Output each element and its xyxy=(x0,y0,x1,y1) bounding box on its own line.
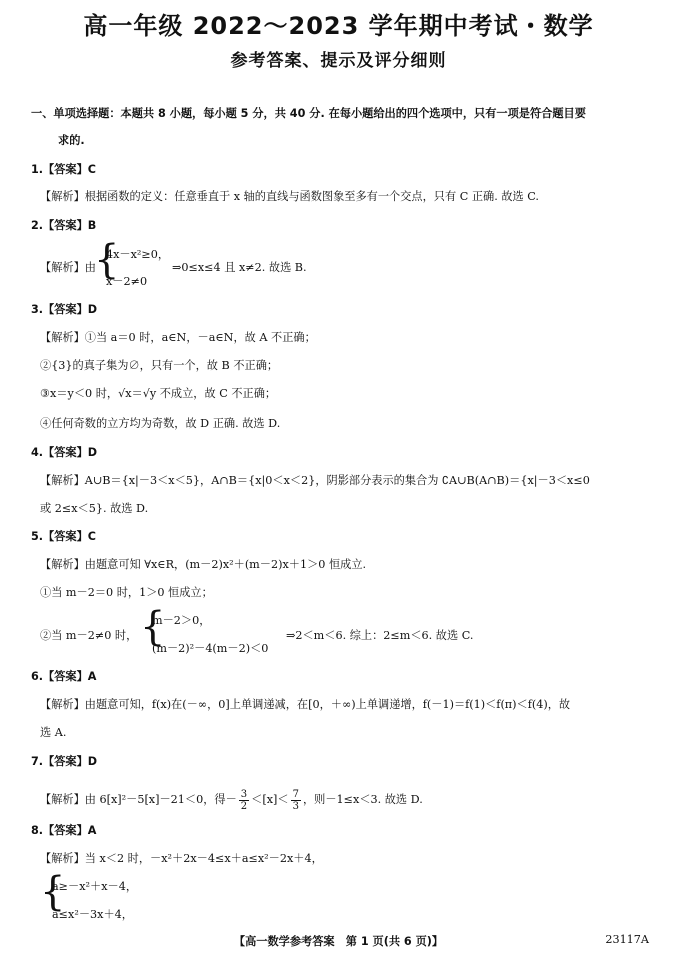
page-subtitle: 参考答案、提示及评分细则 xyxy=(230,51,447,71)
q5-system-line2: (m－2)²－4(m－2)＜0 xyxy=(152,642,269,655)
q8-answer: 8.【答案】A xyxy=(31,824,97,837)
q3-analysis-4: ④任何奇数的立方均为奇数，故 D 正确. 故选 D. xyxy=(40,417,281,430)
q1-analysis: 【解析】根据函数的定义：任意垂直于 x 轴的直线与函数图象至多有一个交点，只有 C 正确. 故选 C. xyxy=(40,190,539,203)
q3-analysis-1: 【解析】①当 a＝0 时，a∈N，－a∈N，故 A 不正确； xyxy=(40,331,316,344)
page-title: 高一年级 2022～2023 学年期中考试・数学 xyxy=(83,12,594,40)
q7-fraction-1-numerator: 3 xyxy=(240,788,248,800)
q7-analysis xyxy=(40,786,423,814)
q5-analysis-3-suffix: ⇒2＜m＜6. 综上：2≤m＜6. 故选 C. xyxy=(286,629,474,642)
q5-answer: 5.【答案】C xyxy=(31,530,96,543)
q7-fraction-1-denominator: 2 xyxy=(240,800,248,812)
q7-analysis-mid: ＜[x]＜ xyxy=(251,793,289,806)
q2-analysis-prefix: 【解析】由 xyxy=(40,261,96,274)
q7-answer: 7.【答案】D xyxy=(31,755,98,768)
q4-analysis-1: 【解析】A∪B＝{x|－3＜x＜5}，A∩B＝{x|0＜x＜2}，阴影部分表示的集合为 ∁A∪B(A∩B)＝{x|－3＜x≤0 xyxy=(40,474,590,487)
q7-fraction-2 xyxy=(291,789,301,812)
q8-system-line1: a≥－x²＋x－4， xyxy=(52,880,138,893)
q6-analysis-1: 【解析】由题意可知，f(x)在(－∞，0]上单调递减，在[0，＋∞)上单调递增，f(－1)＝f(1)＜f(π)＜f(4)，故 xyxy=(40,698,571,711)
q5-system-brace: { xyxy=(140,604,166,650)
document-code: 23117A xyxy=(605,933,649,946)
q5-system-line1: m－2＞0， xyxy=(152,614,211,627)
q2-system-line2: x－2≠0 xyxy=(106,275,148,288)
q8-analysis-1: 【解析】当 x＜2 时，－x²＋2x－4≤x＋a≤x²－2x＋4， xyxy=(40,852,323,865)
page-footer: 【高一数学参考答案 第 1 页(共 6 页)】 xyxy=(233,935,444,948)
q8-system-brace: { xyxy=(40,869,66,915)
q3-answer: 3.【答案】D xyxy=(31,303,98,316)
q8-system-line2: a≤x²－3x＋4， xyxy=(52,908,133,921)
section-heading-line2: 求的. xyxy=(58,134,85,147)
q3-analysis-2: ②{3}的真子集为∅，只有一个，故 B 不正确； xyxy=(40,359,279,372)
q4-analysis-2: 或 2≤x＜5}. 故选 D. xyxy=(40,502,149,515)
q7-fraction-2-numerator: 7 xyxy=(292,788,299,800)
q5-analysis-1: 【解析】由题意可知 ∀x∈R，(m－2)x²＋(m－2)x＋1＞0 恒成立. xyxy=(40,558,367,571)
section-heading-line1: 一、单项选择题：本题共 8 小题，每小题 5 分，共 40 分. 在每小题给出的四个选项中，只有一项是符合题目要 xyxy=(31,107,586,120)
q7-analysis-suffix: ，则－1≤x＜3. 故选 D. xyxy=(302,793,423,806)
q7-fraction-1 xyxy=(239,789,249,812)
q2-system-line1: 4x－x²≥0， xyxy=(106,248,170,261)
q2-answer: 2.【答案】B xyxy=(31,219,97,232)
q2-system-brace: { xyxy=(94,237,120,283)
q7-fraction-2-denominator: 3 xyxy=(292,800,299,812)
q5-analysis-3-prefix: ②当 m－2≠0 时， xyxy=(40,629,138,642)
q7-analysis-prefix: 【解析】由 6[x]²－5[x]－21＜0，得－ xyxy=(40,793,237,806)
q2-analysis-suffix: ⇒0≤x≤4 且 x≠2. 故选 B. xyxy=(172,261,307,274)
q5-analysis-2: ①当 m－2＝0 时，1＞0 恒成立； xyxy=(40,586,213,599)
q6-analysis-2: 选 A. xyxy=(40,726,67,739)
q3-analysis-3: ③x＝y＜0 时，√x＝√y 不成立，故 C 不正确； xyxy=(40,387,277,400)
q1-answer: 1.【答案】C xyxy=(31,163,96,176)
q6-answer: 6.【答案】A xyxy=(31,670,97,683)
q4-answer: 4.【答案】D xyxy=(31,446,98,459)
